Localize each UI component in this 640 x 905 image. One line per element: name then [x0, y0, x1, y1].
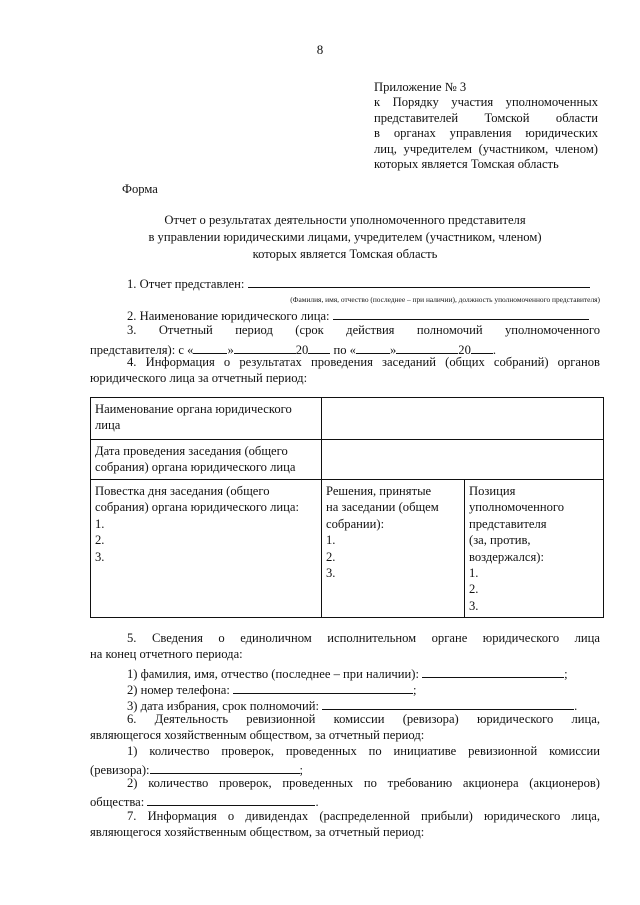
table-row — [91, 440, 604, 480]
cell-line: (за, против, — [469, 533, 531, 548]
cell-line: Повестка дня заседания (общего — [95, 484, 270, 498]
cell-line: Позиция — [469, 484, 516, 498]
item-1-field[interactable] — [248, 274, 590, 288]
revision-checks-count-field[interactable] — [150, 760, 300, 774]
punctuation: ; — [413, 683, 417, 697]
item-3-text: по « — [333, 343, 356, 357]
period-start-month-field[interactable] — [234, 340, 296, 354]
item-6-sub-1-text: (ревизора): — [90, 763, 150, 777]
shareholder-checks-count-field[interactable] — [147, 792, 315, 806]
period-end-year-field[interactable] — [471, 340, 493, 354]
appendix-line: к Порядку участия уполномоченных — [374, 95, 598, 110]
item-4-line-2: юридического лица за отчетный период: — [90, 371, 308, 385]
period-start-day-field[interactable] — [193, 340, 227, 354]
item-5-sub-1-text: 1) фамилия, имя, отчество (последнее – при наличии): — [127, 667, 419, 681]
punctuation: ; — [564, 667, 568, 681]
cell-line: воздержался): — [469, 549, 544, 564]
appendix-line: лиц, учредителем (участником, членом) — [374, 141, 598, 156]
item-6-sub-2-text: общества: — [90, 795, 145, 809]
item-1-caption: (Фамилия, имя, отчество (последнее – при наличии), должность уполномоченного представителя) — [290, 295, 600, 304]
organ-name-value-cell[interactable] — [322, 398, 604, 440]
position-cell[interactable] — [465, 480, 604, 618]
table-row — [91, 480, 604, 618]
cell-line: 2. — [95, 533, 105, 548]
cell-line: собрании): — [326, 516, 385, 531]
document-title — [90, 212, 600, 263]
head-fullname-field[interactable] — [422, 664, 564, 678]
item-2-text: 2. Наименование юридического лица: — [127, 309, 330, 323]
title-line: которых является Томская область — [252, 247, 438, 261]
punctuation: ; — [299, 763, 304, 777]
item-6-sub-1-line-1: 1) количество проверок, проведенных по инициативе ревизионной комиссии — [127, 744, 600, 758]
agenda-cell[interactable] — [91, 480, 322, 618]
item-1 — [127, 274, 600, 292]
appendix-line: Приложение № 3 — [374, 80, 467, 94]
item-4-line-1: 4. Информация о результатах проведения заседаний (общих собраний) органов — [127, 355, 600, 369]
cell-line: 3. — [95, 549, 105, 564]
table-row — [91, 398, 604, 440]
item-1-text: 1. Отчет представлен: — [127, 277, 245, 291]
cell-line: на заседании (общем — [326, 500, 439, 515]
phone-number-field[interactable] — [233, 680, 413, 694]
cell-line: 1. — [469, 566, 479, 581]
item-6-line-1: 6. Деятельность ревизионной комиссии (ревизора) юридического лица, — [127, 712, 600, 726]
item-3-text: 20 — [458, 343, 471, 357]
decisions-cell[interactable] — [322, 480, 465, 618]
item-3-text: » — [389, 343, 397, 357]
item-5-line-1: 5. Сведения о единоличном исполнительном органе юридического лица — [127, 631, 600, 645]
election-date-field[interactable] — [322, 696, 574, 710]
appendix-line: представителей Томской области — [374, 110, 598, 125]
meeting-date-value-cell[interactable] — [322, 440, 604, 480]
cell-line: 2. — [469, 582, 479, 597]
item-5-sub-3-text: 3) дата избрания, срок полномочий: — [127, 699, 319, 713]
item-5-sub-2-text: 2) номер телефона: — [127, 683, 230, 697]
cell-line: Решения, принятые — [326, 484, 432, 498]
item-2-field[interactable] — [333, 306, 589, 320]
appendix-header — [374, 80, 598, 172]
cell-line: представителя — [469, 516, 547, 531]
cell-line: Дата проведения заседания (общего — [95, 444, 288, 458]
table-label-cell — [91, 440, 322, 480]
item-6-sub-2-line-1: 2) количество проверок, проведенных по требованию акционера (акционеров) — [127, 776, 600, 790]
item-3-text: » — [227, 343, 234, 357]
item-2 — [127, 306, 600, 324]
item-3-line-1: 3. Отчетный период (срок действия полномочий уполномоченного — [127, 323, 600, 337]
cell-line: 3. — [469, 598, 479, 613]
punctuation: . — [574, 699, 578, 713]
cell-line: 3. — [326, 566, 336, 581]
appendix-line: которых является Томская область — [374, 157, 559, 172]
table-label-cell — [91, 398, 322, 440]
item-7-line-2: являющегося хозяйственным обществом, за отчетный период: — [90, 825, 425, 839]
item-3-text: . — [492, 343, 497, 357]
item-3-text: 20 — [295, 343, 309, 357]
cell-line: лица — [95, 418, 121, 433]
cell-line: 1. — [95, 516, 105, 531]
item-3-text: представителя): с « — [90, 343, 194, 357]
item-7-line-1: 7. Информация о дивидендах (распределенной прибыли) юридического лица, — [127, 809, 600, 823]
item-6-sub-2-line-2 — [90, 792, 600, 810]
form-label: Форма — [122, 182, 158, 196]
cell-line: 2. — [326, 549, 336, 564]
period-start-year-field[interactable] — [308, 340, 330, 354]
cell-line: 1. — [326, 533, 336, 548]
meetings-table — [90, 397, 604, 618]
page-number: 8 — [316, 42, 324, 57]
cell-line: уполномоченного — [469, 500, 565, 515]
period-end-month-field[interactable] — [396, 340, 458, 354]
title-line: Отчет о результатах деятельности уполномоченного представителя — [164, 213, 526, 227]
punctuation: . — [315, 795, 319, 809]
cell-line: собрания) органа юридического лица: — [95, 500, 299, 515]
appendix-line: в органах управления юридических — [374, 126, 598, 141]
item-6-line-2: являющегося хозяйственным обществом, за отчетный период: — [90, 728, 425, 742]
period-end-day-field[interactable] — [356, 340, 390, 354]
title-line: в управлении юридическими лицами, учредителем (участником, членом) — [148, 230, 542, 244]
cell-line: Наименование органа юридического — [95, 402, 292, 416]
cell-line: собрания) органа юридического лица — [95, 460, 296, 475]
item-5-line-2: на конец отчетного периода: — [90, 647, 243, 661]
